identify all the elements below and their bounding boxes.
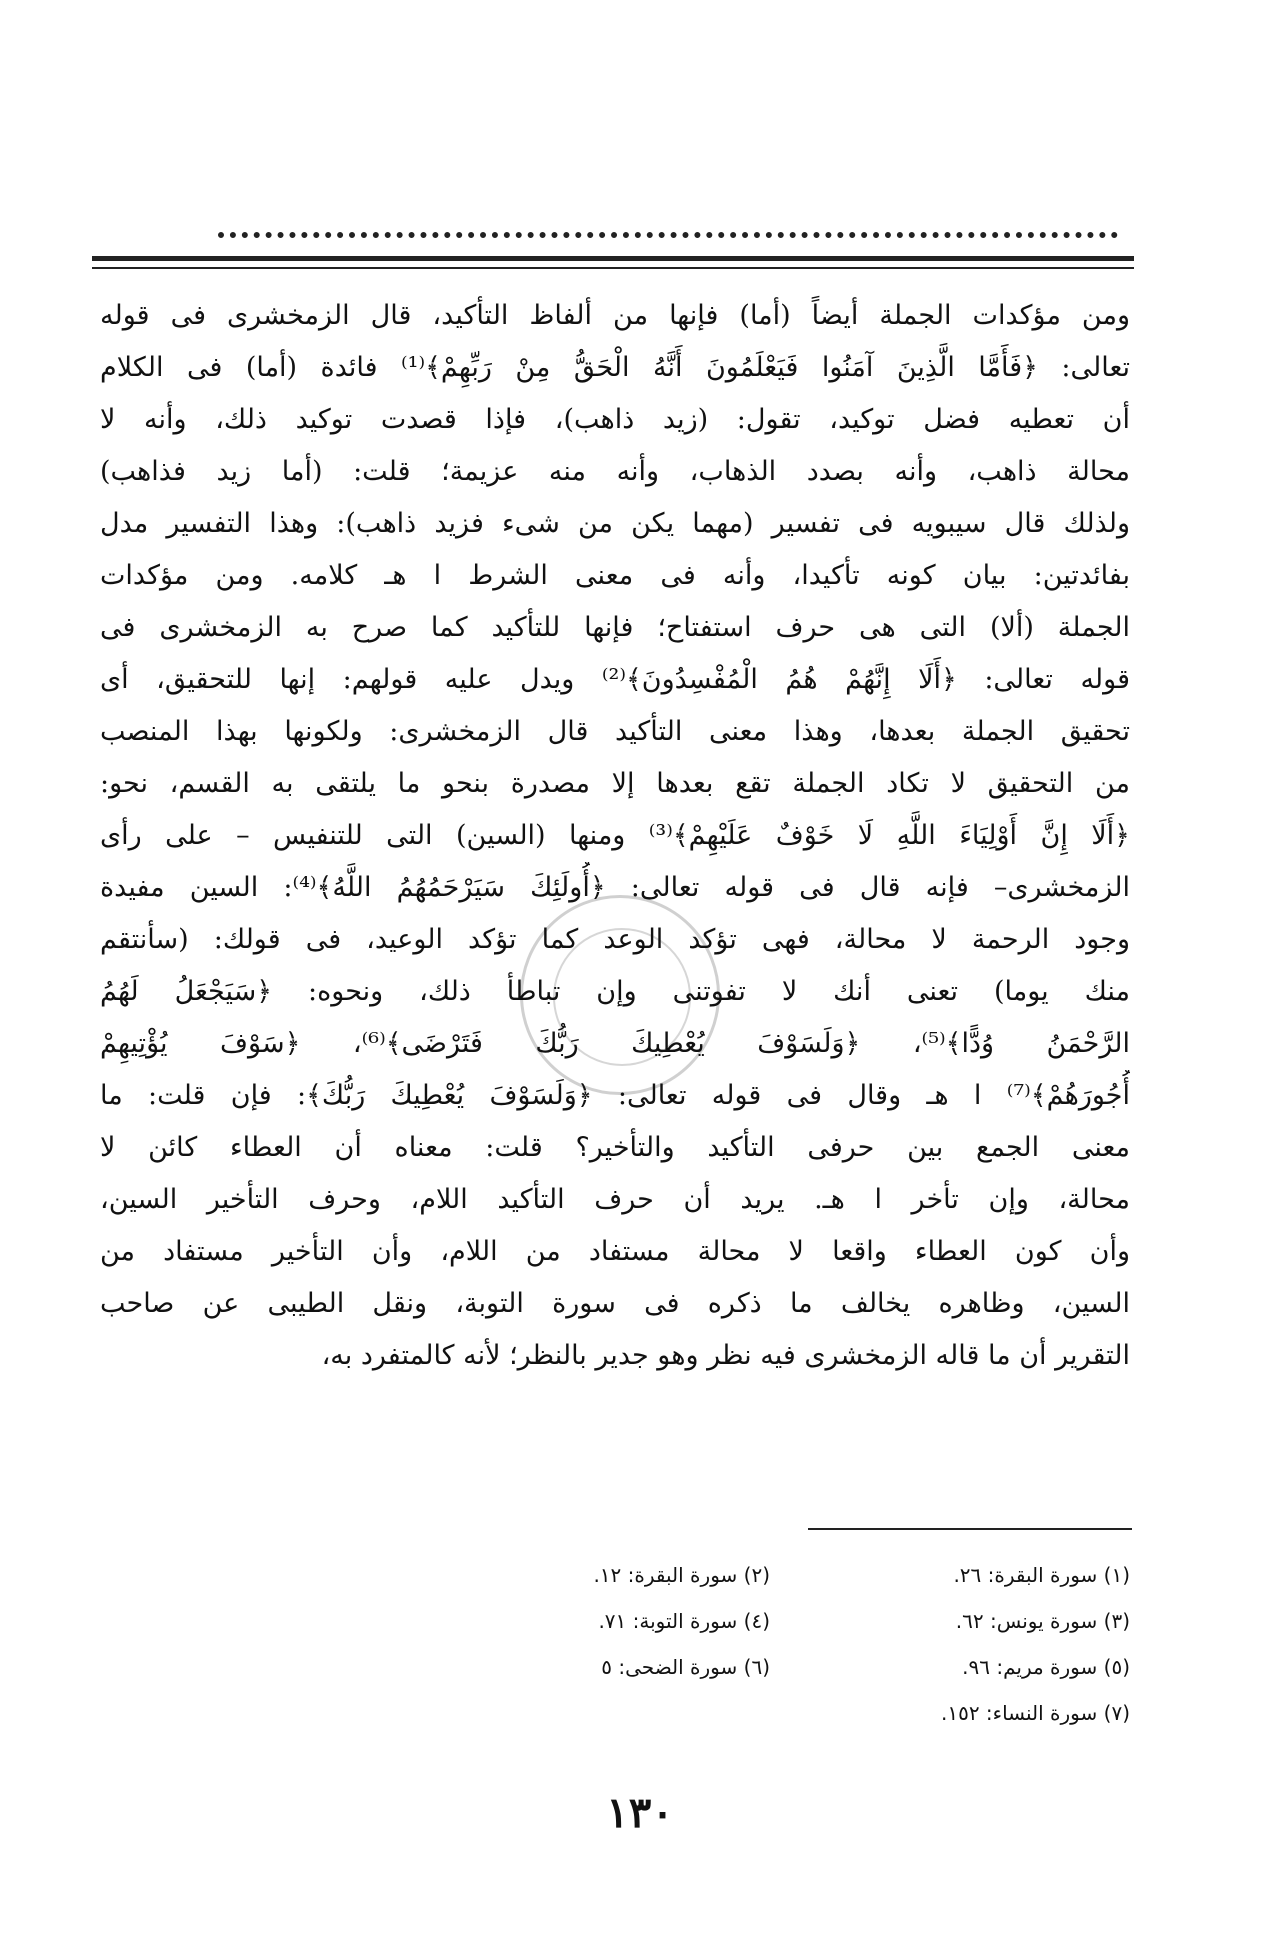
text-line: السين، وظاهره يخالف ما ذكره فى سورة التوبة، ونقل الطيبى عن صاحب [100, 1288, 1130, 1319]
footnote-row [400, 1552, 1130, 1598]
text-line: أن تعطيه فضل توكيد، تقول: (زيد ذاهب)، فإذا قصدت توكيد ذلك، وأنه لا [100, 404, 1130, 435]
text-line: تعالى: ﴿فَأَمَّا الَّذِينَ آمَنُوا فَيَعْلَمُونَ أَنَّهُ الْحَقُّ مِنْ رَبِّهِمْ﴾⁽¹⁾ فائدة (أما) فى الكلام [100, 352, 1130, 383]
text-line: بفائدتين: بيان كونه تأكيدا، وأنه فى معنى الشرط ا هـ كلامه. ومن مؤكدات [100, 560, 1130, 591]
header-rule-thin [92, 267, 1134, 269]
text-line: الجملة (ألا) التى هى حرف استفتاح؛ فإنها للتأكيد كما صرح به الزمخشرى فى [100, 612, 1130, 643]
text-line: محالة ذاهب، وأنه بصدد الذهاب، وأنه منه عزيمة؛ قلت: (أما زيد فذاهب) [100, 456, 1130, 487]
header-rule [92, 256, 1134, 261]
text-line: ﴿أَلَا إِنَّ أَوْلِيَاءَ اللَّهِ لَا خَوْفٌ عَلَيْهِمْ﴾⁽³⁾ ومنها (السين) التى للتنفيس – على رأى [100, 820, 1130, 851]
text-line: وجود الرحمة لا محالة، فهى تؤكد الوعد كما تؤكد الوعيد، فى قولك: (سأنتقم [100, 924, 1130, 955]
page-number: ١٣٠ [606, 1788, 674, 1837]
footnote-row [400, 1690, 1130, 1736]
footnote [410, 1690, 770, 1736]
text-line: من التحقيق لا تكاد الجملة تقع بعدها إلا مصدرة بنحو ما يلتقى به القسم، نحو: [100, 768, 1130, 799]
text-line: منك يوما) تعنى أنك لا تفوتنى وإن تباطأ ذلك، ونحوه: ﴿سَيَجْعَلُ لَهُمُ [100, 976, 1130, 1007]
text-line: التقرير أن ما قاله الزمخشرى فيه نظر وهو جدير بالنظر؛ لأنه كالمتفرد به، [321, 1340, 1130, 1371]
footnote: (١) سورة البقرة: ٢٦. [953, 1563, 1130, 1587]
footnote-row [400, 1598, 1130, 1644]
text-line: تحقيق الجملة بعدها، وهذا معنى التأكيد قال الزمخشرى: ولكونها بهذا المنصب [100, 716, 1130, 747]
footnote: (٧) سورة النساء: ١٥٢. [940, 1701, 1130, 1725]
footnotes [400, 1552, 1130, 1736]
text-line: محالة، وإن تأخر ا هـ. يريد أن حرف التأكيد اللام، وحرف التأخير السين، [100, 1184, 1130, 1215]
header-dotted-line [218, 232, 1118, 238]
footnote: (٥) سورة مريم: ٩٦. [962, 1655, 1130, 1679]
footnote-row [400, 1644, 1130, 1690]
footnote-separator [808, 1528, 1132, 1530]
text-line: الزمخشرى– فإنه قال فى قوله تعالى: ﴿أُولَئِكَ سَيَرْحَمُهُمُ اللَّهُ﴾⁽⁴⁾: السين مفيدة [100, 872, 1130, 903]
text-line: ولذلك قال سيبويه فى تفسير (مهما يكن من شىء فزيد ذاهب): وهذا التفسير مدل [100, 508, 1130, 539]
text-line: معنى الجمع بين حرفى التأكيد والتأخير؟ قلت: معناه أن العطاء كائن لا [100, 1132, 1130, 1163]
footnote: (٦) سورة الضحى: ٥ [601, 1655, 770, 1679]
main-text-block [100, 290, 1130, 1382]
footnote: (٢) سورة البقرة: ١٢. [593, 1563, 770, 1587]
footnote: (٣) سورة يونس: ٦٢. [955, 1609, 1130, 1633]
text-line: قوله تعالى: ﴿أَلَا إِنَّهُمْ هُمُ الْمُفْسِدُونَ﴾⁽²⁾ ويدل عليه قولهم: إنها للتحقيق، أى [100, 664, 1130, 695]
footnote: (٤) سورة التوبة: ٧١. [598, 1609, 770, 1633]
text-line: أُجُورَهُمْ﴾⁽⁷⁾ ا هـ وقال فى قوله تعالى: ﴿وَلَسَوْفَ يُعْطِيكَ رَبُّكَ﴾: فإن قلت: ما [100, 1080, 1130, 1111]
text-line: ومن مؤكدات الجملة أيضاً (أما) فإنها من ألفاظ التأكيد، قال الزمخشرى فى قوله [100, 300, 1130, 331]
text-line: وأن كون العطاء واقعا لا محالة مستفاد من اللام، وأن التأخير مستفاد من [100, 1236, 1130, 1267]
text-line: الرَّحْمَنُ وُدًّا﴾⁽⁵⁾، ﴿وَلَسَوْفَ يُعْطِيكَ رَبُّكَ فَتَرْضَى﴾⁽⁶⁾، ﴿سَوْفَ يُؤْتِيهِمْ [100, 1028, 1130, 1059]
